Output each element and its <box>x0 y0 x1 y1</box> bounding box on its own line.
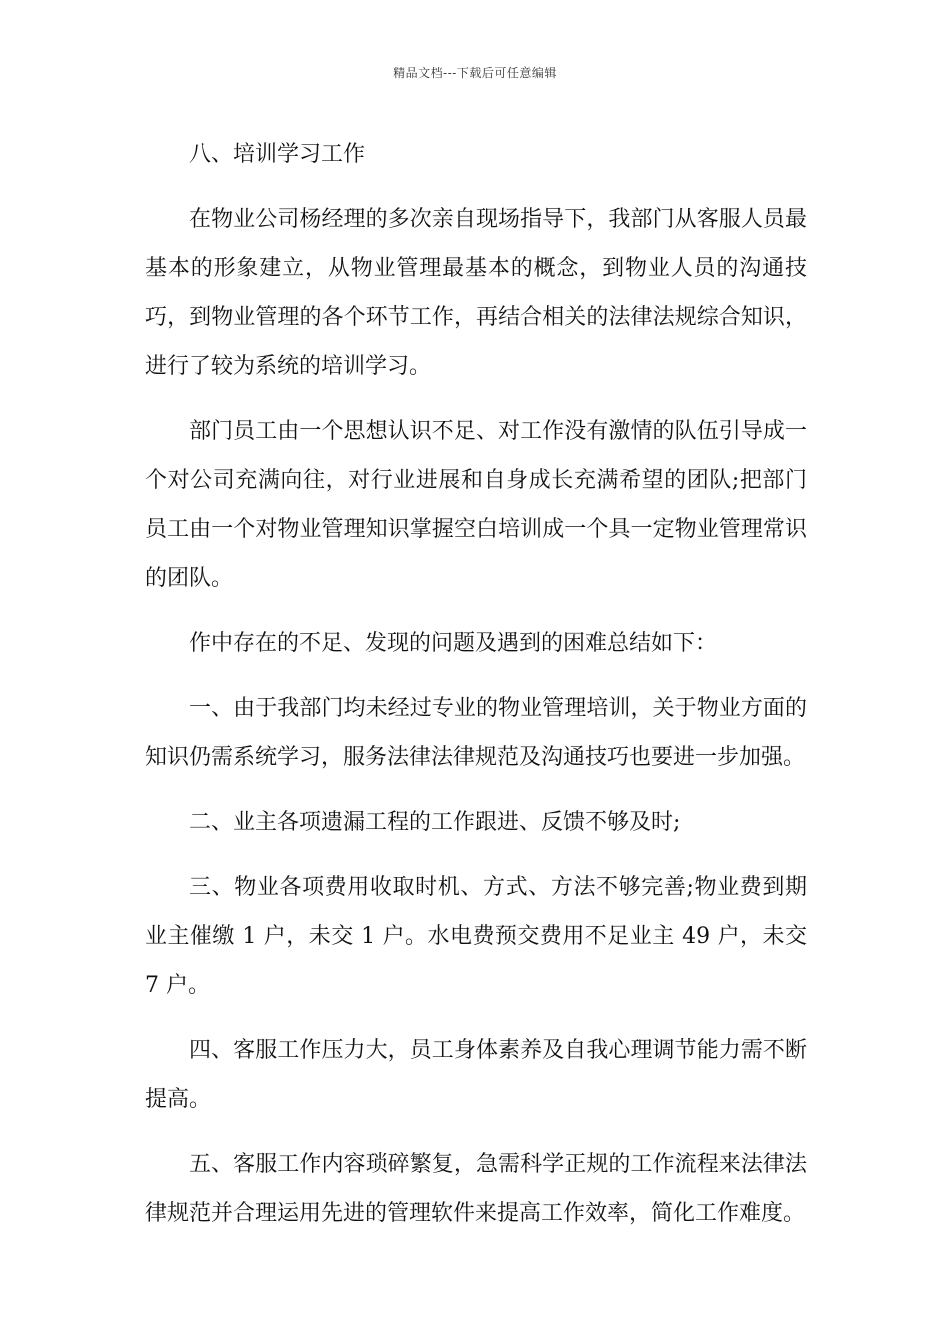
document-body <box>145 130 807 1254</box>
paragraph-problems-intro: 作中存在的不足、发现的问题及遇到的困难总结如下： <box>189 631 718 656</box>
page-header: 精品文档---下载后可任意编辑 <box>393 66 557 80</box>
list-item-problem-4: 四、客服工作压力大，员工身体素养及自我心理调节能力需不断提高。 <box>145 1038 807 1112</box>
list-item-problem-2: 二、业主各项遗漏工程的工作跟进、反馈不够及时; <box>189 810 681 835</box>
paragraph-team-development: 部门员工由一个思想认识不足、对工作没有激情的队伍引导成一个对公司充满向往，对行业进展和自身成长充满希望的团队;把部门员工由一个对物业管理知识掌握空白培训成一个具一定物业管理常识的团队。 <box>145 419 807 591</box>
paragraph-training-guidance: 在物业公司杨经理的多次亲自现场指导下，我部门从客服人员最基本的形象建立，从物业管理最基本的概念，到物业人员的沟通技巧，到物业管理的各个环节工作，再结合相关的法律法规综合知识，进行了较为系统的培训学习。 <box>145 207 807 379</box>
section-heading-training: 八、培训学习工作 <box>189 142 366 167</box>
list-item-problem-3: 三、物业各项费用收取时机、方式、方法不够完善;物业费到期业主催缴 1 户，未交 1 户。水电费预交费用不足业主 49 户，未交 7 户。 <box>145 875 807 998</box>
list-item-problem-5: 五、客服工作内容琐碎繁复，急需科学正规的工作流程来法律法律规范并合理运用先进的管理软件来提高工作效率，简化工作难度。 <box>145 1152 807 1226</box>
list-item-problem-1: 一、由于我部门均未经过专业的物业管理培训，关于物业方面的知识仍需系统学习，服务法律法律规范及沟通技巧也要进一步加强。 <box>145 696 807 770</box>
